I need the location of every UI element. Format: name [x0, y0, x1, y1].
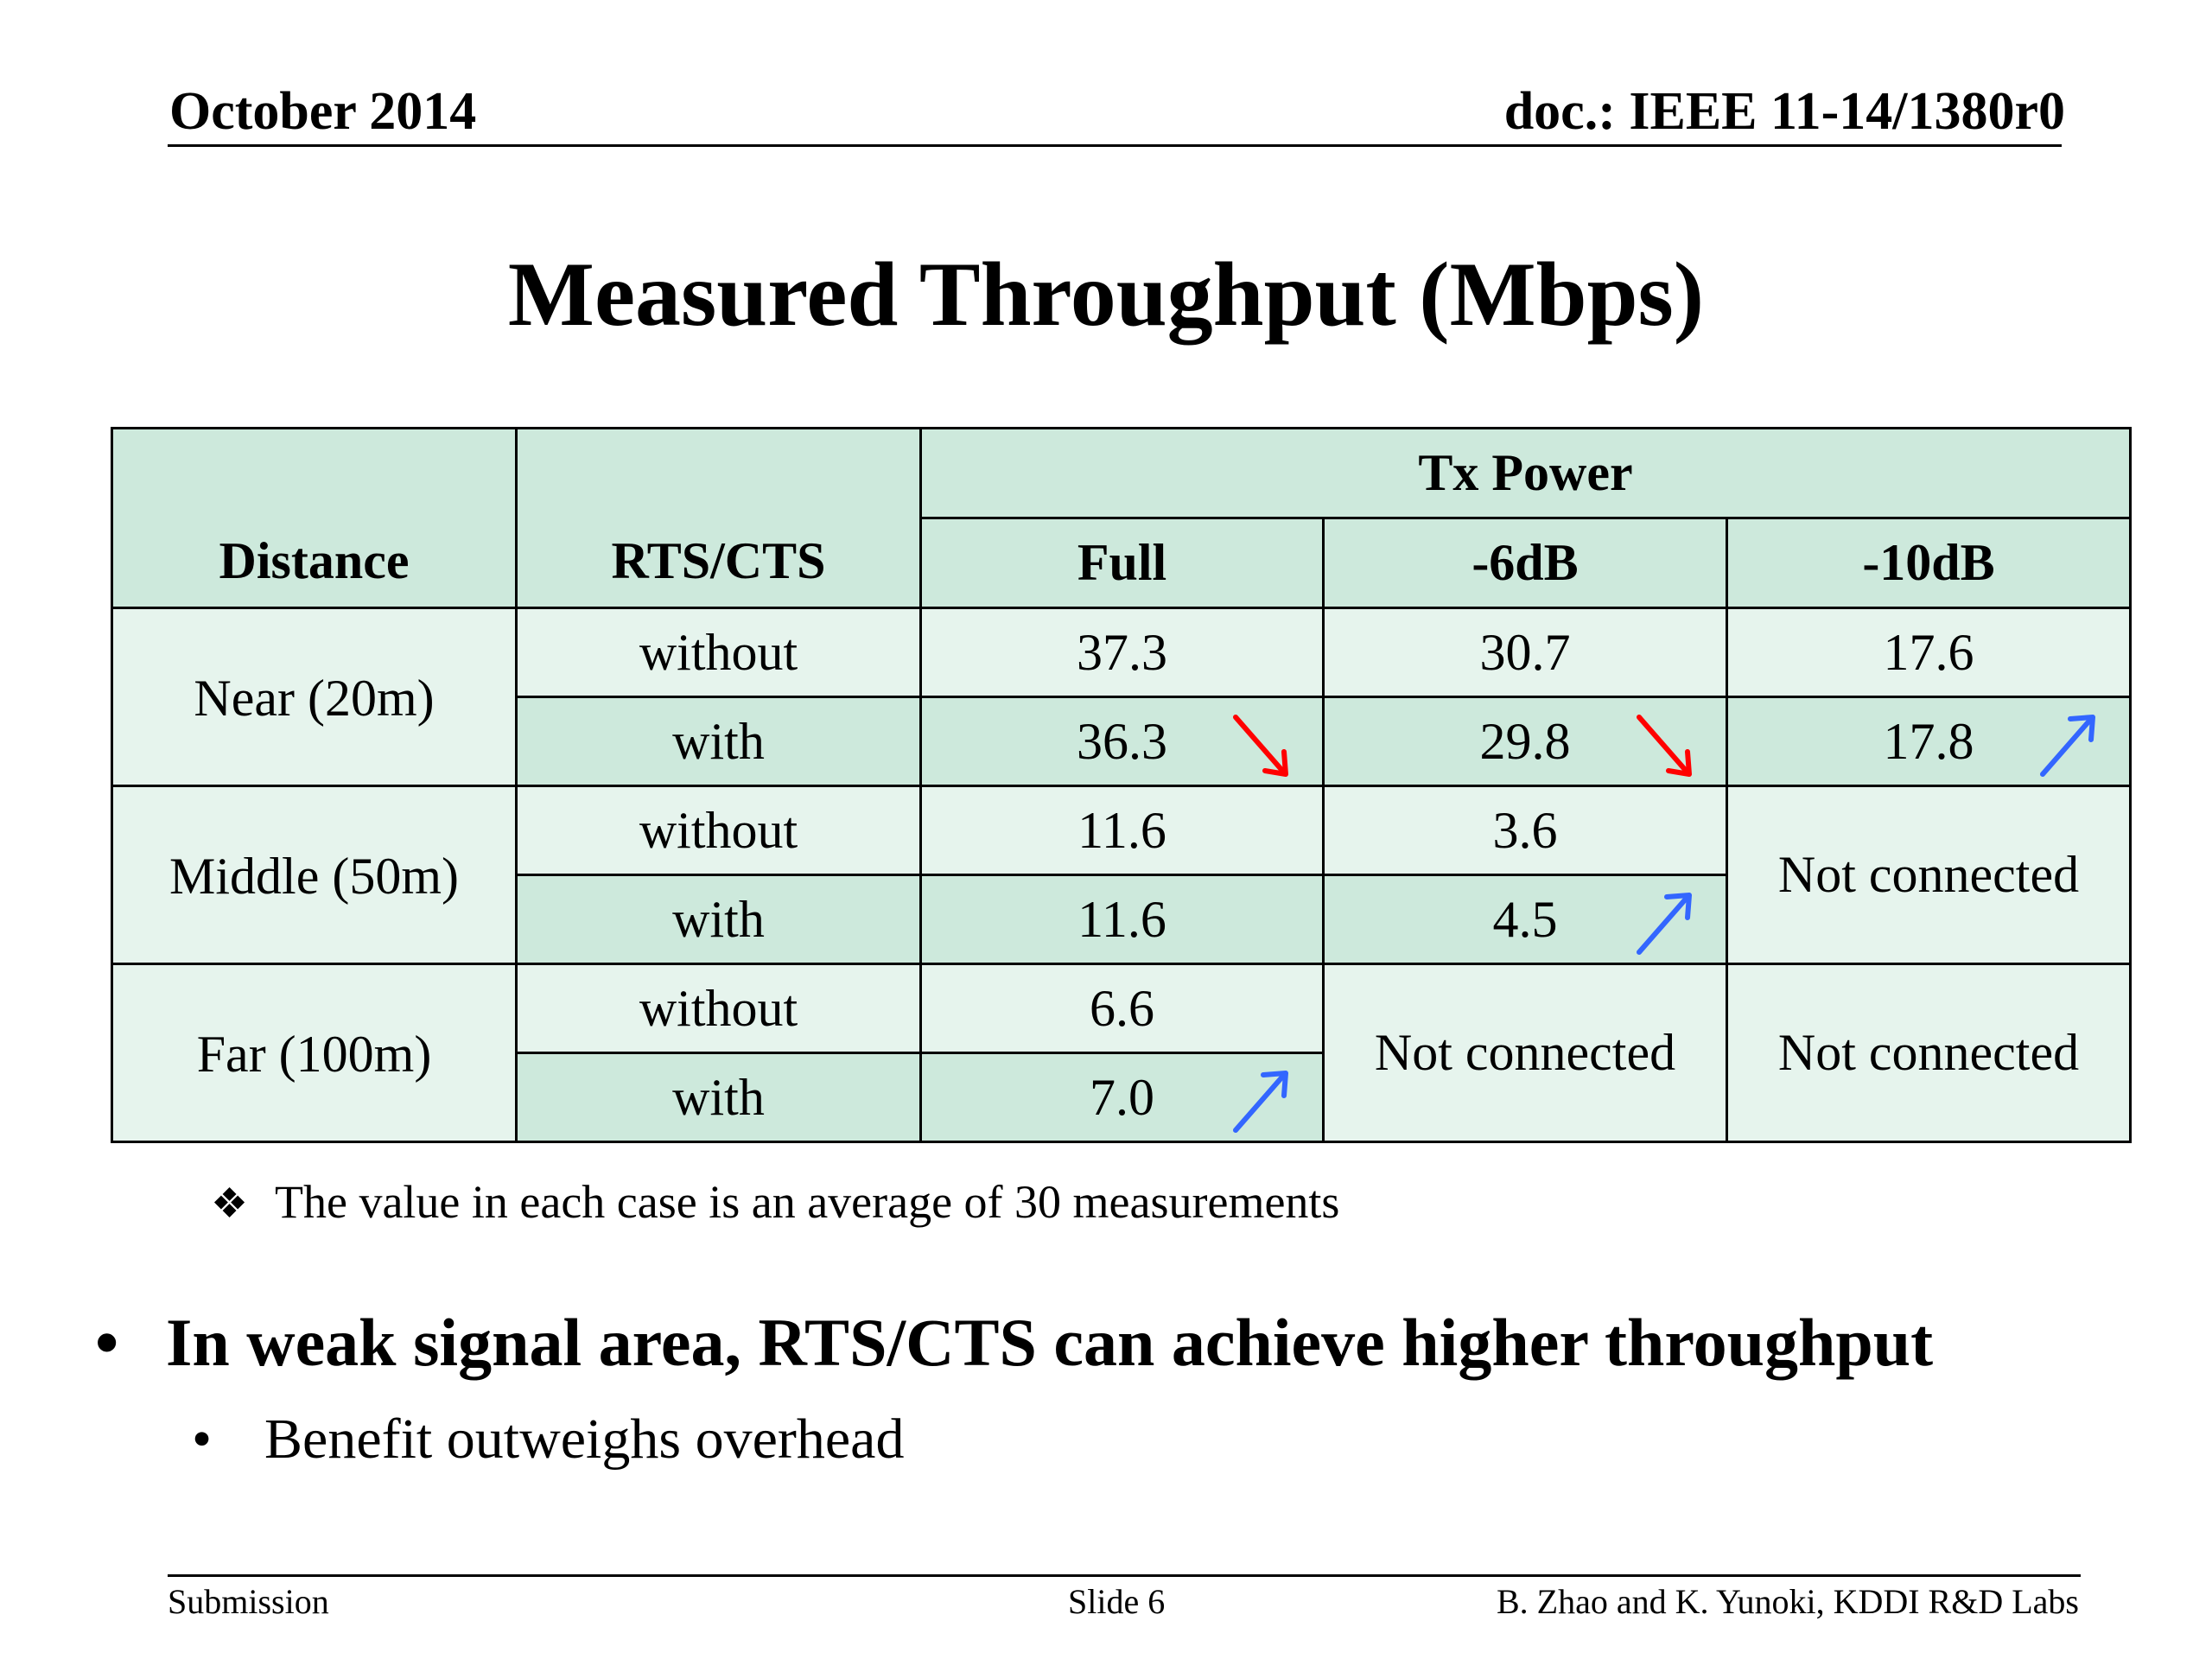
arrow-down-right-icon — [1634, 712, 1696, 779]
slide-title: Measured Throughput (Mbps) — [507, 244, 1705, 345]
value-far-with-full: 7.0 — [1090, 1068, 1154, 1126]
table-row — [112, 964, 2131, 1053]
cell-far-with-full — [921, 1053, 1324, 1142]
cell-near-with-10db — [1727, 697, 2131, 786]
rts-label-without: without — [517, 608, 921, 697]
header-tx-power: Tx Power — [921, 429, 2131, 518]
value-middle-with-full: 11.6 — [921, 875, 1324, 964]
value-middle-without-6db: 3.6 — [1324, 786, 1727, 875]
arrow-up-right-icon — [1634, 890, 1696, 957]
arrow-up-right-icon — [1230, 1068, 1293, 1135]
value-near-with-6db: 29.8 — [1479, 712, 1571, 770]
rts-label-without: without — [517, 786, 921, 875]
arrow-up-right-icon — [2037, 712, 2100, 779]
header-distance: Distance — [112, 429, 517, 608]
header-minus-6db: -6dB — [1324, 518, 1727, 608]
cell-near-with-full — [921, 697, 1324, 786]
value-middle-with-6db: 4.5 — [1492, 890, 1558, 948]
value-far-6db-not-connected: Not connected — [1324, 964, 1727, 1142]
value-near-with-10db: 17.8 — [1883, 712, 1974, 770]
header-divider — [168, 144, 2062, 147]
cell-middle-with-6db — [1324, 875, 1727, 964]
distance-far: Far (100m) — [112, 964, 517, 1142]
value-middle-10db-not-connected: Not connected — [1727, 786, 2131, 964]
distance-middle: Middle (50m) — [112, 786, 517, 964]
distance-near: Near (20m) — [112, 608, 517, 786]
bullet-main-text: In weak signal area, RTS/CTS can achieve higher throughput — [166, 1305, 1934, 1380]
value-far-without-full: 6.6 — [921, 964, 1324, 1053]
footer-authors: B. Zhao and K. Yunoki, KDDI R&D Labs — [1496, 1582, 2079, 1621]
footnote-text: The value in each case is an average of 30 measurements — [275, 1176, 1340, 1228]
cell-near-with-6db — [1324, 697, 1727, 786]
rts-label-without: without — [517, 964, 921, 1053]
rts-label-with: with — [517, 875, 921, 964]
value-near-with-full: 36.3 — [1077, 712, 1167, 770]
value-near-without-full: 37.3 — [921, 608, 1324, 697]
footer-submission: Submission — [168, 1582, 329, 1621]
value-near-without-6db: 30.7 — [1324, 608, 1727, 697]
header-doc-id: doc.: IEEE 11-14/1380r0 — [1503, 82, 2065, 141]
table-row — [112, 608, 2131, 697]
value-far-10db-not-connected: Not connected — [1727, 964, 2131, 1142]
value-near-without-10db: 17.6 — [1727, 608, 2131, 697]
bullet-sub — [192, 1408, 905, 1471]
bullet-sub-text: Benefit outweighs overhead — [264, 1408, 905, 1471]
bullet-main — [95, 1305, 1934, 1380]
value-middle-without-full: 11.6 — [921, 786, 1324, 875]
bullet-dot-icon: • — [95, 1305, 119, 1380]
rts-label-with: with — [517, 697, 921, 786]
header-date: October 2014 — [169, 82, 477, 141]
header-full: Full — [921, 518, 1324, 608]
footer-slide-number: Slide 6 — [1068, 1582, 1166, 1621]
throughput-table — [111, 427, 2132, 1143]
footer-divider — [168, 1574, 2081, 1577]
header-rts-cts: RTS/CTS — [517, 429, 921, 608]
arrow-down-right-icon — [1230, 712, 1293, 779]
header-minus-10db: -10dB — [1727, 518, 2131, 608]
diamond-bullet-icon: ❖ — [211, 1181, 249, 1227]
rts-label-with: with — [517, 1053, 921, 1142]
table-row — [112, 786, 2131, 875]
footnote — [211, 1176, 1340, 1228]
bullet-dot-icon: • — [192, 1408, 213, 1471]
